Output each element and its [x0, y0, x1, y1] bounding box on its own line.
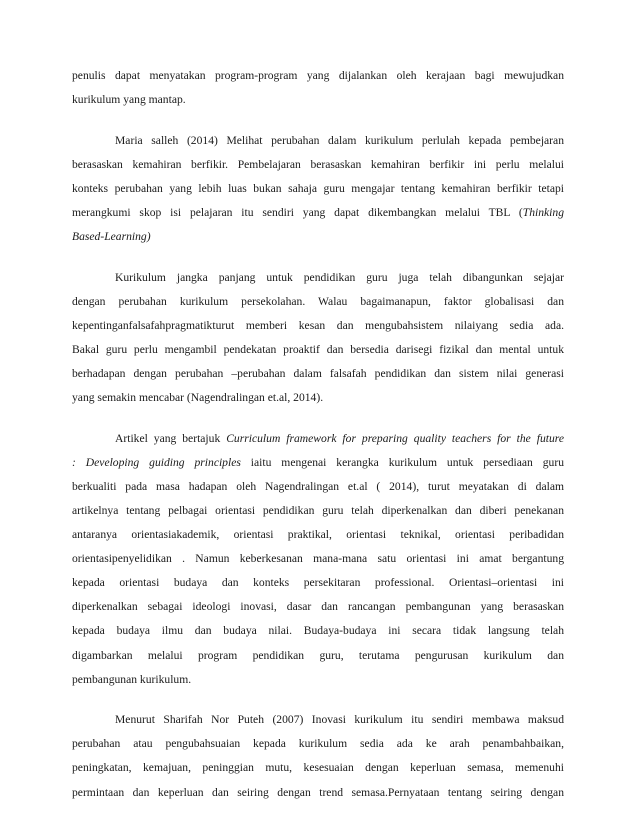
text-segment: iaitu mengenai kerangka kurikulum untuk persediaan guru	[240, 455, 564, 469]
text-line: diperkenalkan sebagai ideologi inovasi, dasar dan rancangan pembangunan yang berasaskan	[72, 600, 564, 614]
paragraph-5	[72, 708, 564, 804]
text-line: kepentinganfalsafahpragmatikturut memberi kesan dan mengubahsistem nilaiyang sedia ada.	[72, 318, 564, 332]
text-line: konteks perubahan yang lebih luas bukan sahaja guru mengajar tentang kemahiran berfikir tetapi	[72, 181, 564, 195]
text-line: kurikulum yang mantap.	[72, 93, 186, 107]
text-line: perubahan atau pengubahsuaian kepada kurikulum sedia ada ke arah penambahbaikan,	[72, 737, 564, 751]
italic-segment: : Developing guiding principles	[72, 455, 241, 469]
document-page	[72, 64, 564, 821]
text-line: Bakal guru perlu mengambil pendekatan proaktif dan bersedia darisegi fizikal dan mental untuk	[72, 342, 564, 356]
text-line: dengan perubahan kurikulum persekolahan. Walau bagaimanapun, faktor globalisasi dan	[72, 294, 564, 308]
text-line: Kurikulum jangka panjang untuk pendidikan guru juga telah dibangunkan sejajar	[115, 270, 564, 284]
italic-segment: Curriculum framework for preparing quality teachers for the future	[226, 431, 564, 445]
text-line: Based-Learning)	[72, 230, 151, 244]
text-line	[72, 451, 564, 475]
text-line: artikelnya tentang pelbagai orientasi pendidikan guru telah diperkenalkan dan diberi penekanan	[72, 504, 564, 517]
text-line: kepada budaya ilmu dan budaya nilai. Budaya-budaya ini secara tidak langsung telah	[72, 624, 564, 638]
paragraph-3	[72, 266, 564, 411]
italic-segment: Thinking	[522, 205, 564, 219]
text-segment: Artikel yang bertajuk	[115, 431, 227, 445]
text-line: berasaskan kemahiran berfikir. Pembelajaran berasaskan kemahiran berfikir ini perlu melalui	[72, 157, 564, 171]
text-line	[72, 201, 564, 225]
text-segment: merangkumi skop isi pelajaran itu sendiri yang dapat dikembangkan melalui TBL (	[72, 205, 523, 219]
text-line: berhadapan dengan perubahan –perubahan dalam falsafah pendidikan dan sistem nilai generasi	[72, 367, 564, 381]
text-line: yang semakin mencabar (Nagendralingan et.al, 2014).	[72, 391, 324, 405]
text-line: peningkatan, kemajuan, peninggian mutu, kesesuaian dengan keperluan semasa, memenuhi	[72, 761, 564, 775]
text-line: kepada orientasi budaya dan konteks persekitaran professional. Orientasi–orientasi ini	[72, 576, 564, 590]
text-line: orientasipenyelidikan . Namun keberkesanan mana-mana satu orientasi ini amat bergantung	[72, 552, 564, 566]
text-line: Maria salleh (2014) Melihat perubahan dalam kurikulum perlulah kepada pembejaran	[115, 133, 564, 147]
text-line: antaranya orientasiakademik, orientasi praktikal, orientasi teknikal, orientasi peribadidan	[72, 528, 564, 542]
text-line	[72, 427, 564, 451]
text-line: permintaan dan keperluan dan seiring dengan trend semasa.Pernyataan tentang seiring dengan	[72, 785, 564, 799]
paragraph-2	[72, 129, 564, 249]
text-line: pembangunan kurikulum.	[72, 672, 192, 686]
text-line: Menurut Sharifah Nor Puteh (2007) Inovasi kurikulum itu sendiri membawa maksud	[115, 713, 564, 727]
text-line: digambarkan melalui program pendidikan guru, terutama pengurusan kurikulum dan	[72, 648, 564, 662]
paragraph-1	[72, 64, 564, 112]
text-line: berkualiti pada masa hadapan oleh Nagendralingan et.al ( 2014), turut meyatakan di dalam	[72, 479, 564, 493]
paragraph-4	[72, 427, 564, 692]
text-line: penulis dapat menyatakan program-program yang dijalankan oleh kerajaan bagi mewujudkan	[72, 69, 564, 82]
